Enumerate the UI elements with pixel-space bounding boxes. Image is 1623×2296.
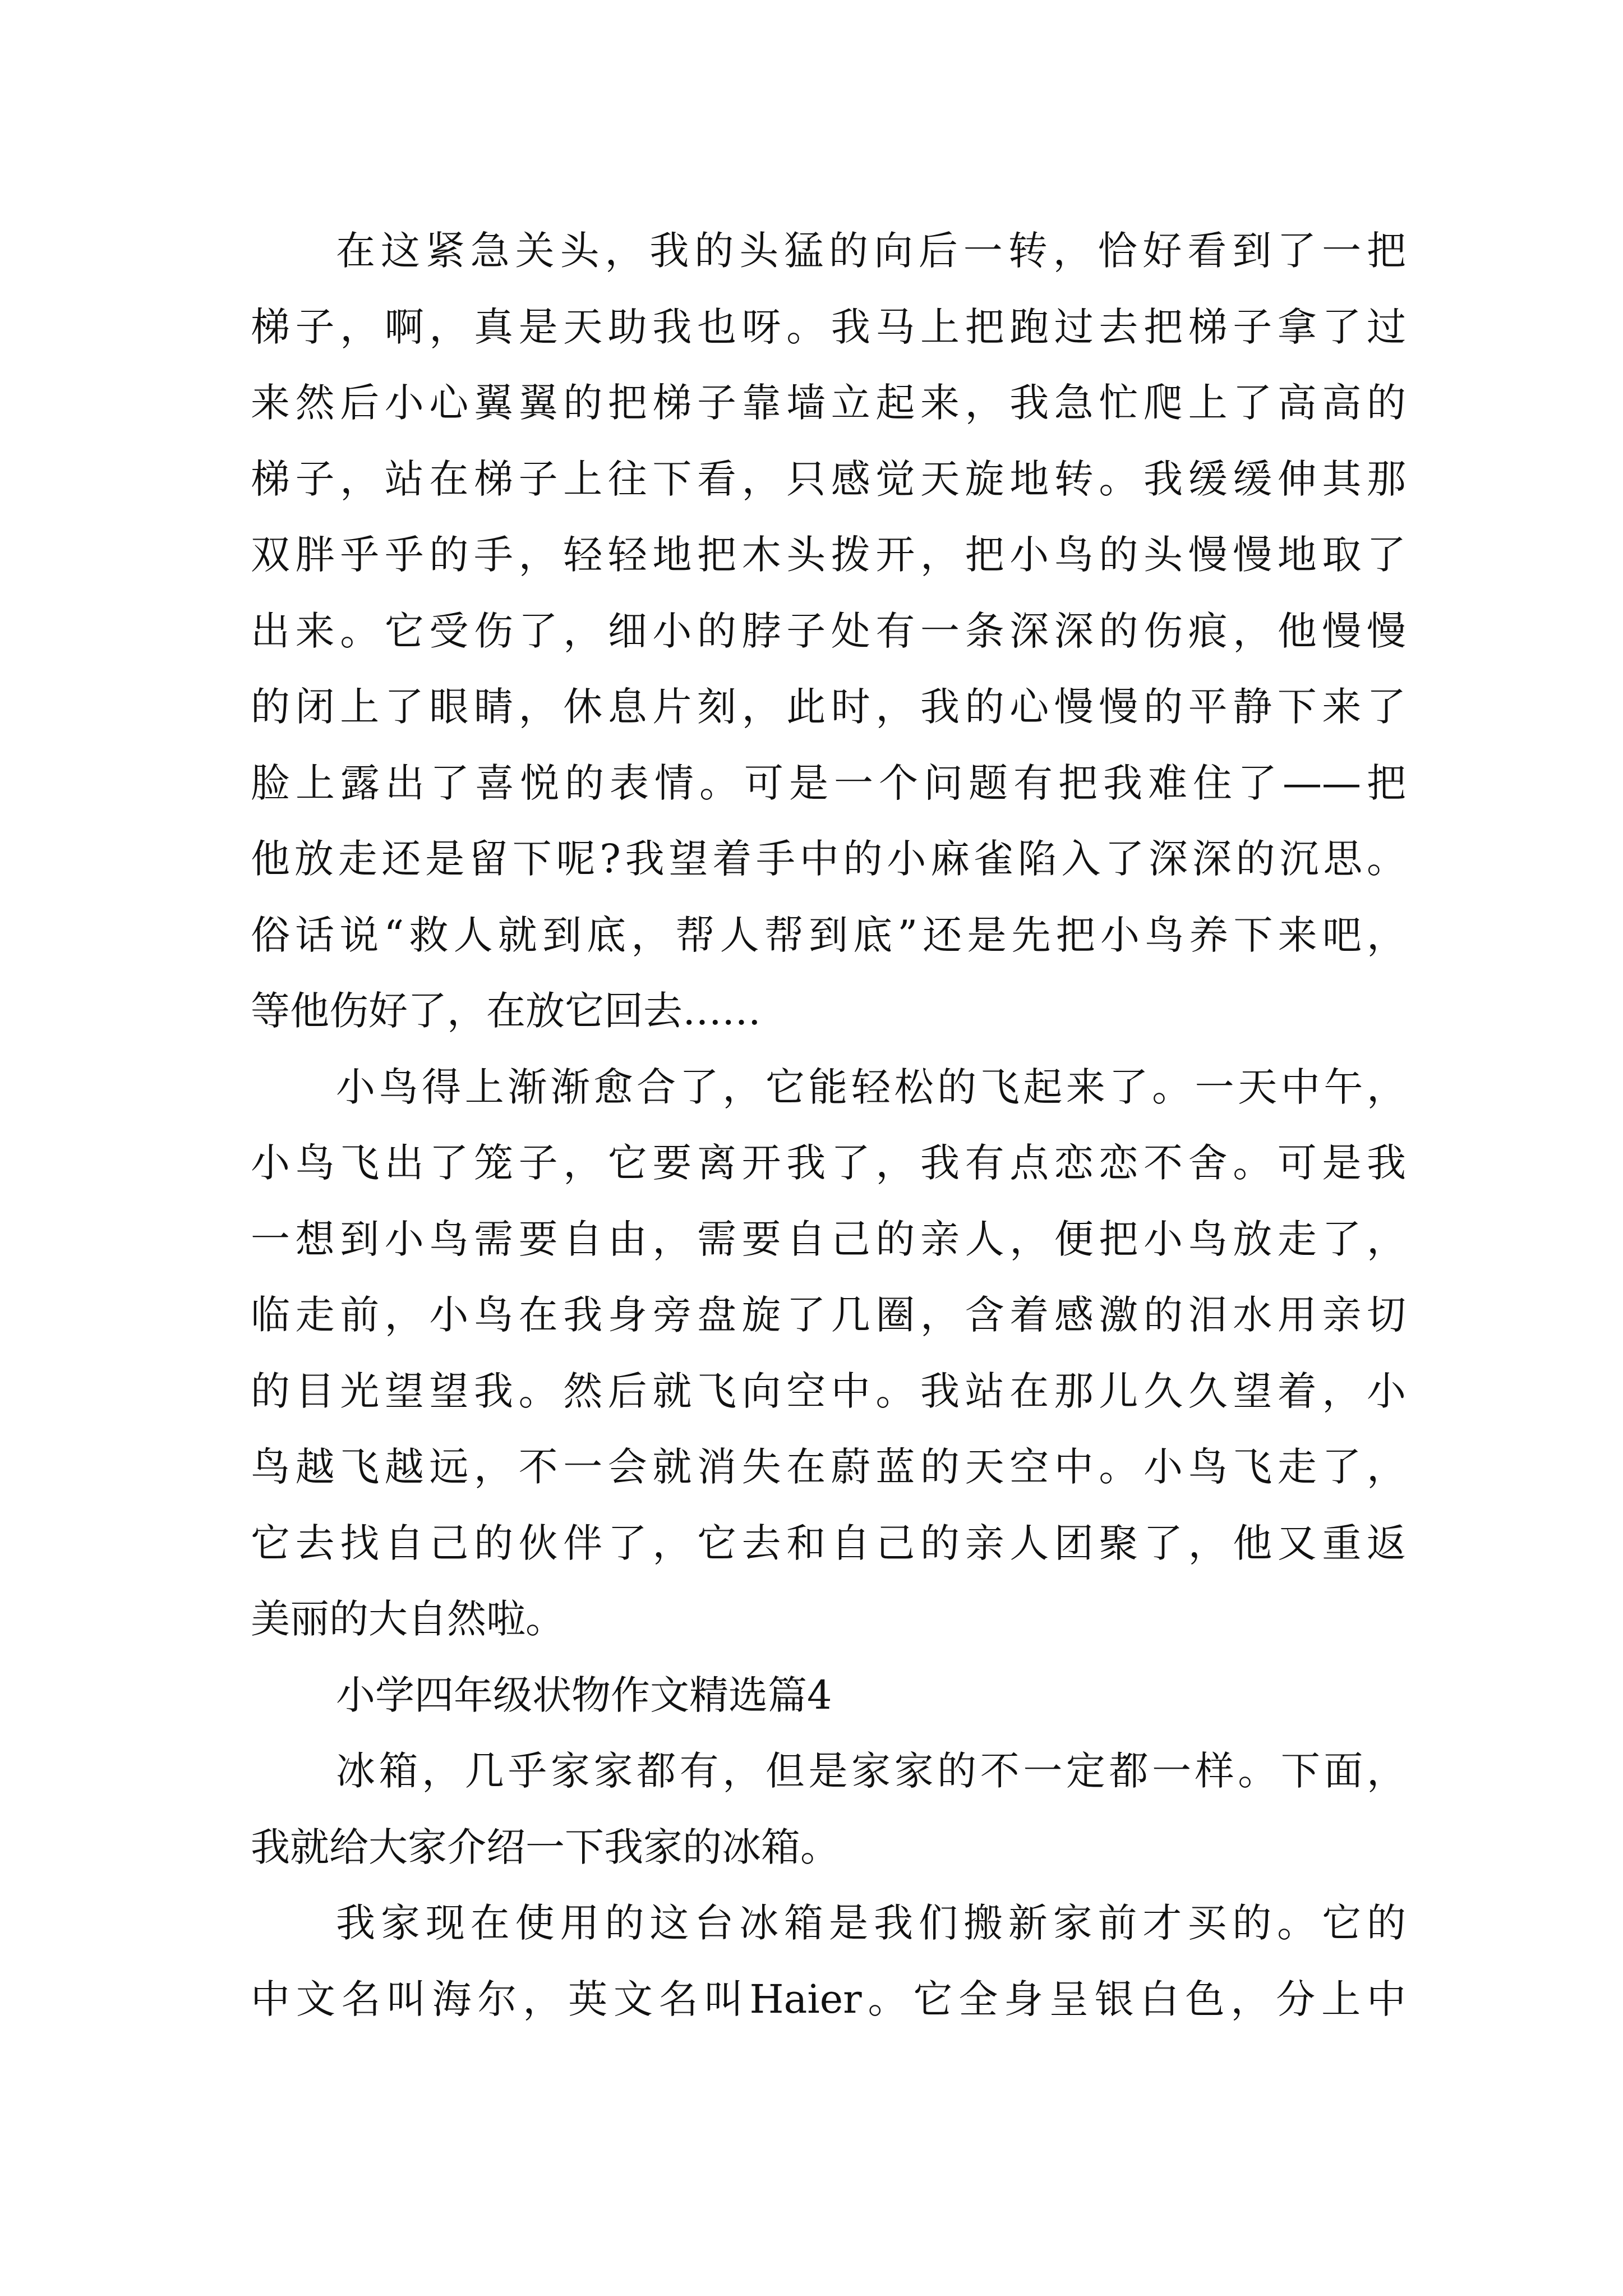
text-line: 临走前，小鸟在我身旁盘旋了几圈，含着感激的泪水用亲切 (251, 1292, 1406, 1338)
text-line: 一想到小鸟需要自由，需要自己的亲人，便把小鸟放走了， (251, 1216, 1406, 1262)
text-line: 双胖乎乎的手，轻轻地把木头拨开，把小鸟的头慢慢地取了 (251, 532, 1406, 578)
text-line: 梯子，啊，真是天助我也呀。我马上把跑过去把梯子拿了过 (251, 303, 1406, 350)
text-line: 我就给大家介绍一下我家的冰箱。 (251, 1824, 840, 1870)
text-line: 美丽的大自然啦。 (251, 1596, 565, 1642)
text-line: 我家现在使用的这台冰箱是我们搬新家前才买的。它的 (336, 1900, 1406, 1946)
text-line: 的目光望望我。然后就飞向空中。我站在那儿久久望着，小 (251, 1368, 1406, 1414)
text-line: 等他伤好了，在放它回去…… (251, 988, 761, 1034)
text-line: 小学四年级状物作文精选篇4 (336, 1672, 832, 1718)
text-line: 梯子，站在梯子上往下看，只感觉天旋地转。我缓缓伸其那 (251, 455, 1406, 502)
text-line: 小鸟得上渐渐愈合了，它能轻松的飞起来了。一天中午， (336, 1064, 1406, 1110)
text-line: 鸟越飞越远，不一会就消失在蔚蓝的天空中。小鸟飞走了， (251, 1444, 1406, 1490)
text-line: 它去找自己的伙伴了，它去和自己的亲人团聚了，他又重返 (251, 1520, 1406, 1566)
text-line: 来然后小心翼翼的把梯子靠墙立起来，我急忙爬上了高高的 (251, 380, 1406, 426)
text-line: 他放走还是留下呢?我望着手中的小麻雀陷入了深深的沉思。 (251, 836, 1406, 882)
text-line: 的闭上了眼睛，休息片刻，此时，我的心慢慢的平静下来了 (251, 684, 1406, 730)
text-line: 脸上露出了喜悦的表情。可是一个问题有把我难住了——把 (251, 760, 1406, 806)
text-line: 小鸟飞出了笼子，它要离开我了，我有点恋恋不舍。可是我 (251, 1140, 1406, 1186)
text-line: 中文名叫海尔，英文名叫Haier。它全身呈银白色，分上中 (251, 1976, 1406, 2022)
text-line: 冰箱，几乎家家都有，但是家家的不一定都一样。下面， (336, 1748, 1406, 1794)
document-body (251, 213, 1406, 2037)
text-line: 在这紧急关头，我的头猛的向后一转，恰好看到了一把 (336, 228, 1406, 274)
text-line: 俗话说“救人就到底，帮人帮到底”还是先把小鸟养下来吧， (251, 912, 1406, 958)
text-line: 出来。它受伤了，细小的脖子处有一条深深的伤痕，他慢慢 (251, 608, 1406, 654)
